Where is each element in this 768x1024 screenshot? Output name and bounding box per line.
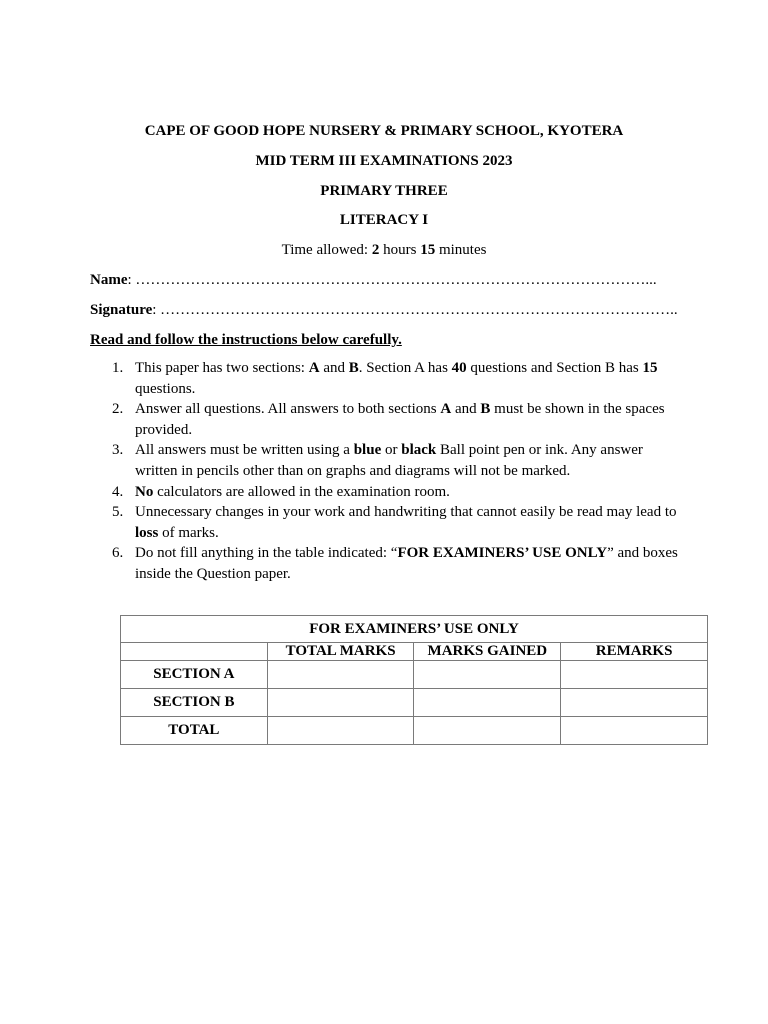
instruction-text: questions. (135, 380, 196, 397)
instruction-emphasis: B (348, 360, 359, 376)
instruction-emphasis: blue (353, 442, 382, 459)
signature-label: Signature (90, 302, 153, 318)
table-row (121, 717, 708, 745)
instruction-number: 3. (112, 442, 124, 459)
signature-field[interactable] (90, 300, 690, 320)
time-prefix: Time allowed: (281, 242, 372, 258)
instruction-text: . Section A has (358, 360, 452, 376)
total-marks-cell[interactable] (267, 717, 414, 745)
row-label-section-b: SECTION B (121, 689, 268, 717)
instructions-list (90, 358, 680, 585)
instruction-emphasis: loss (135, 524, 159, 541)
instruction-text: All answers must be written using a (135, 442, 354, 459)
examiners-table (120, 615, 708, 745)
instruction-emphasis: A (440, 401, 452, 418)
instruction-text: calculators are allowed in the examination room. (153, 483, 450, 500)
total-marks-cell[interactable] (267, 661, 414, 689)
instruction-item (90, 399, 680, 440)
instruction-text: ” and boxes inside the Question paper. (135, 545, 678, 582)
column-header-total-marks: TOTAL MARKS (267, 643, 414, 661)
total-marks-cell[interactable] (267, 689, 414, 717)
row-label-section-a: SECTION A (121, 661, 268, 689)
class-name: PRIMARY THREE (320, 183, 448, 199)
marks-gained-cell[interactable] (414, 689, 561, 717)
instruction-number: 6. (112, 545, 124, 562)
instruction-number: 1. (112, 360, 124, 376)
instruction-text: Unnecessary changes in your work and handwriting that cannot easily be read may lead to (135, 504, 677, 521)
instruction-item (90, 482, 680, 503)
instruction-item (90, 543, 680, 584)
time-hours: 2 (371, 242, 380, 258)
instruction-text: of marks. (158, 524, 219, 541)
instruction-number: 5. (112, 504, 124, 521)
examiners-table-title: FOR EXAMINERS’ USE ONLY (121, 616, 708, 643)
marks-gained-cell[interactable] (414, 717, 561, 745)
column-header-marks-gained: MARKS GAINED (414, 643, 561, 661)
instruction-item (90, 502, 680, 543)
column-header-remarks: REMARKS (561, 643, 708, 661)
marks-gained-cell[interactable] (414, 661, 561, 689)
time-hours-word: hours (379, 242, 421, 258)
instruction-emphasis: A (308, 360, 320, 376)
instruction-text: questions and Section B has (466, 360, 643, 376)
instruction-emphasis: 40 (451, 360, 467, 376)
examiners-table-title-row (121, 616, 708, 643)
instruction-text: Ball point pen or ink. Any answer written in pencils other than on graphs and diagrams will not be marked. (135, 442, 643, 479)
instruction-number: 4. (112, 483, 124, 500)
table-row (121, 661, 708, 689)
instructions-heading: Read and follow the instructions below carefully. (90, 332, 402, 348)
signature-dots: : ………………………………………………………………………………………….. (152, 302, 678, 318)
time-minutes-word: minutes (435, 242, 487, 258)
remarks-cell[interactable] (561, 717, 708, 745)
instruction-text: Do not fill anything in the table indicated: “ (135, 545, 398, 562)
instruction-text: Answer all questions. All answers to both sections (135, 401, 441, 418)
instruction-emphasis: B (480, 401, 491, 418)
row-label-total: TOTAL (121, 717, 268, 745)
instruction-emphasis: FOR EXAMINERS’ USE ONLY (397, 545, 608, 562)
instruction-emphasis: black (401, 442, 437, 459)
name-dots: : …………………………………………………………………………………………... (127, 272, 657, 288)
remarks-cell[interactable] (561, 661, 708, 689)
name-field[interactable] (90, 270, 690, 290)
time-minutes: 15 (420, 242, 436, 258)
instruction-text: and (451, 401, 481, 418)
instruction-text: or (381, 442, 402, 459)
time-allowed (0, 240, 768, 260)
instruction-emphasis: No (135, 483, 154, 500)
school-name: CAPE OF GOOD HOPE NURSERY & PRIMARY SCHOOL, KYOTERA (144, 123, 624, 139)
instruction-text: This paper has two sections: (135, 360, 309, 376)
instruction-item (90, 358, 680, 399)
table-row (121, 689, 708, 717)
instruction-text: must be shown in the spaces provided. (135, 401, 665, 438)
instruction-emphasis: 15 (642, 360, 658, 376)
name-label: Name (90, 272, 128, 288)
column-header-blank (121, 643, 268, 661)
instruction-number: 2. (112, 401, 124, 418)
subject-name: LITERACY I (339, 212, 429, 228)
exam-title: MID TERM III EXAMINATIONS 2023 (255, 153, 513, 169)
instruction-item (90, 440, 680, 481)
remarks-cell[interactable] (561, 689, 708, 717)
instruction-text: and (319, 360, 349, 376)
examiners-table-header-row (121, 643, 708, 661)
